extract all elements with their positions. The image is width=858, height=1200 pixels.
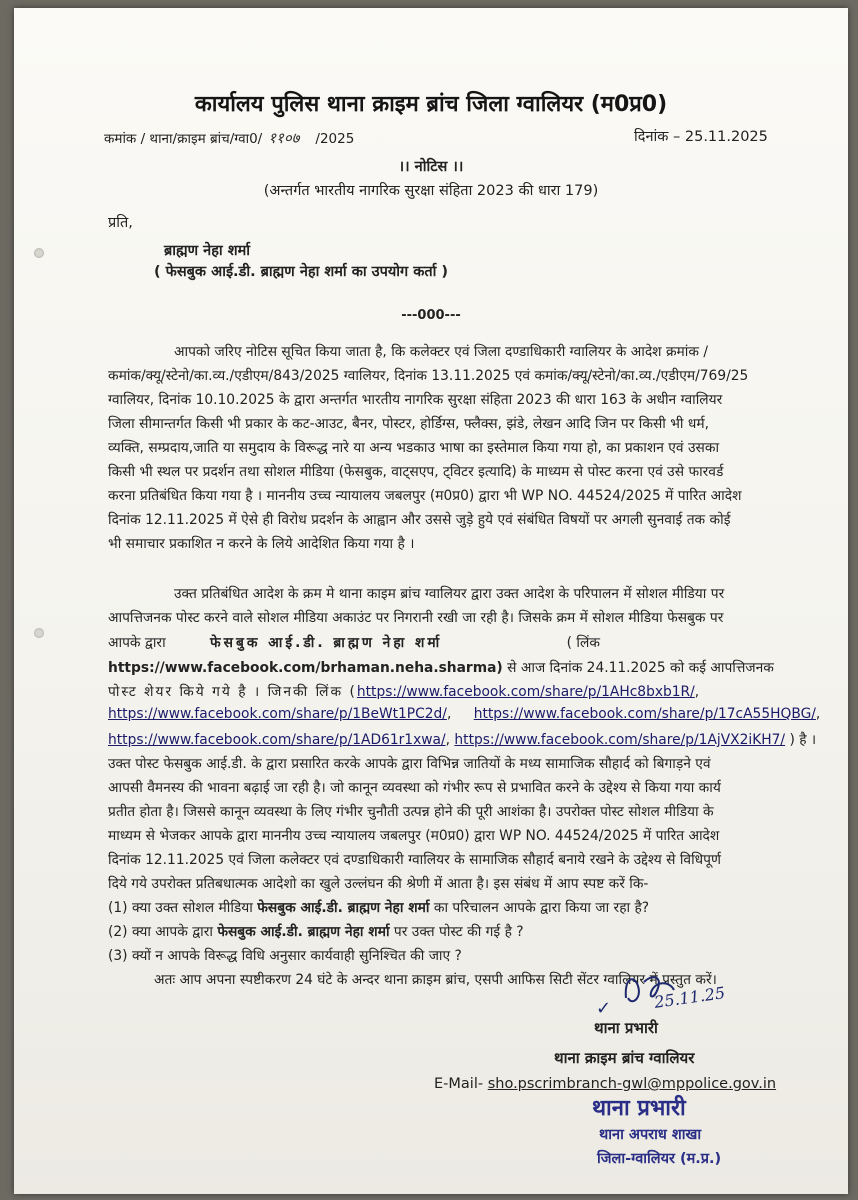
para2-text: ( लिंक xyxy=(566,635,600,651)
question-text: क्या आपके द्वारा xyxy=(131,924,213,940)
branch-name: थाना क्राइम ब्रांच ग्वालियर xyxy=(554,1049,695,1067)
question-1 xyxy=(108,898,649,917)
checkmark-icon: ✓ xyxy=(596,998,612,1019)
binder-hole xyxy=(34,628,44,638)
para2-text: पोस्ट शेयर किये गये है । जिनकी लिंक ( xyxy=(108,684,357,700)
para1-line: जिला सीमान्तर्गत किसी भी प्रकार के कट-आउट, बैनर, पोस्टर, होर्डिग्स, फ्लैक्स, झंडे, लेखन आदि जिन पर किसी भी धर्म, xyxy=(108,416,710,432)
para2-text: ) है । xyxy=(789,732,817,748)
sho-title: थाना प्रभारी xyxy=(594,1019,658,1037)
question-bold: फेसबुक आई.डी. ब्राह्मण नेहा शर्मा xyxy=(257,900,430,916)
profile-link[interactable]: https://www.facebook.com/brhaman.neha.sharma) xyxy=(108,660,503,676)
question-number: (2) xyxy=(108,924,128,940)
binder-hole xyxy=(34,248,44,258)
notice-date: दिनांक – 25.11.2025 xyxy=(634,129,768,145)
para1-line: कमांक/क्यू/स्टेनो/का.व्य./एडीएम/843/2025 ग्वालियर, दिनांक 13.11.2025 एवं कमांक/क्यू/स्टेनो/का.व्य./एडीएम/769/25 xyxy=(108,368,749,384)
legal-section: (अन्तर्गत भारतीय नागरिक सुरक्षा संहिता 2023 की धारा 179) xyxy=(263,183,599,199)
email-line xyxy=(434,1076,776,1092)
question-text: का परिचालन आपके द्वारा किया जा रहा है? xyxy=(433,900,650,916)
para2-line: दिये गये उपरोक्त प्रतिबधात्मक आदेशो का खुले उल्लंघन की श्रेणी में आता है। इस संबंध में आप स्पष्ट करें कि- xyxy=(108,876,649,892)
para2-line: प्रतीत होता है। जिससे कानून व्यवस्था के लिए गंभीर चुनौती उत्पन्न होने की पूरी आशंका है। उपरोक्त पोस्ट सोशल मीडिया के xyxy=(108,804,714,820)
para2-line: उक्त पोस्ट फेसबुक आई.डी. के द्वारा प्रसारित करके आपके द्वारा विभिन्न जातियों के मध्य सामाजिक सौहार्द को बिगाड़ने एवं xyxy=(108,756,711,772)
para1-line: करना प्रतिबंधित किया गया है । माननीय उच्च न्यायालय जबलपुर (म0प्र0) द्वारा भी WP NO. 44524/2025 में पारित आदेश xyxy=(108,488,742,504)
reference-number xyxy=(104,128,354,148)
recipient-description: ( फेसबुक आई.डी. ब्राह्मण नेहा शर्मा का उपयोग कर्ता ) xyxy=(154,264,449,280)
para2-text: , xyxy=(445,732,451,748)
para2-line xyxy=(108,682,699,701)
post-link-2[interactable]: https://www.facebook.com/share/p/1BeWt1PC2d/ xyxy=(108,706,447,722)
para2-text: , xyxy=(694,684,700,700)
para2-line: उक्त प्रतिबंधित आदेश के क्रम मे थाना काइम ब्रांच ग्वालियर द्वारा उक्त आदेश के परिपालन में सोशल मीडिया पर xyxy=(174,586,725,602)
question-text: क्यों न आपके विरूद्ध विधि अनुसार कार्यवाही सुनिश्चित की जाए ? xyxy=(131,948,462,964)
ref-year: /2025 xyxy=(315,131,355,147)
para2-line xyxy=(108,706,820,722)
para1-line: दिनांक 12.11.2025 में ऐसे ही विरोध प्रदर्शन के आह्वान और उससे जुड़े हुये एवं संबंधित विषयों पर अगली सुनवाई तक कोई xyxy=(108,512,731,528)
para1-line: भी समाचार प्रकाशित न करने के लिये आदेशित किया गया है । xyxy=(108,536,415,552)
question-text: क्या उक्त सोशल मीडिया xyxy=(131,900,253,916)
stamp-title: थाना प्रभारी xyxy=(592,1096,686,1121)
para1-line: ग्वालियर, दिनांक 10.10.2025 के द्वारा अन्तर्गत भारतीय नागरिक सुरक्षा संहिता 2023 की धारा 163 के अधीन ग्वालियर xyxy=(108,392,723,408)
para2-text: , xyxy=(446,706,452,722)
post-link-5[interactable]: https://www.facebook.com/share/p/1AjVX2iKH7/ xyxy=(454,732,786,748)
post-link-1[interactable]: https://www.facebook.com/share/p/1AHc8bxb1R/ xyxy=(356,684,695,700)
facebook-id-name: फेसबुक आई.डी. ब्राह्मण नेहा शर्मा xyxy=(210,635,443,651)
question-number: (3) xyxy=(108,948,128,964)
signature-date: 25.11.25 xyxy=(653,983,727,1012)
para2-line xyxy=(108,658,774,677)
stamp-line-2: थाना अपराध शाखा xyxy=(599,1127,702,1143)
email-label: E-Mail- xyxy=(434,1076,484,1092)
post-link-4[interactable]: https://www.facebook.com/share/p/1AD61r1xwa/ xyxy=(108,732,446,748)
closing-instruction: अतः आप अपना स्पष्टीकरण 24 घंटे के अन्दर थाना क्राइम ब्रांच, एसपी आफिस सिटी सेंटर ग्वालियर में प्रस्तुत करें। xyxy=(154,972,717,988)
question-3 xyxy=(108,946,462,965)
post-link-3[interactable]: https://www.facebook.com/share/p/17cA55HQBG/ xyxy=(473,706,816,722)
notice-page xyxy=(14,8,848,1194)
ref-prefix: कमांक / थाना/क्राइम ब्रांच/ग्वा0/ xyxy=(104,131,263,147)
separator: ---000--- xyxy=(401,308,461,323)
question-2 xyxy=(108,922,524,941)
para2-line xyxy=(108,730,816,749)
email-address[interactable]: sho.pscrimbranch-gwl@mppolice.gov.in xyxy=(487,1076,777,1092)
para1-line: व्यक्ति, सम्प्रदाय,जाति या समुदाय के विरूद्ध नारे या अन्य भडकाउ भाषा का इस्तेमाल किया गया हो, का प्रकाशन एवं उसका xyxy=(108,440,720,456)
question-number: (1) xyxy=(108,900,128,916)
office-title: कार्यालय पुलिस थाना क्राइम ब्रांच जिला ग्वालियर (म0प्र0) xyxy=(194,92,668,117)
para2-text: आपके द्वारा xyxy=(108,635,166,651)
para2-text: से आज दिनांक 24.11.2025 को कई आपत्तिजनक xyxy=(507,660,774,676)
to-label: प्रति, xyxy=(108,215,133,231)
question-text: पर उक्त पोस्ट की गई है ? xyxy=(393,924,524,940)
recipient-name: ब्राह्मण नेहा शर्मा xyxy=(164,243,251,259)
notice-heading: ।। नोटिस ।। xyxy=(398,159,464,175)
question-bold: फेसबुक आई.डी. ब्राह्मण नेहा शर्मा xyxy=(217,924,390,940)
para2-text: , xyxy=(815,706,821,722)
ref-handwritten-number: ११०७ xyxy=(268,129,300,147)
para2-line: आपसी वैमनस्य की भावना बढ़ाई जा रही है। जो कानून व्यवस्था को गंभीर रूप से प्रभावित करने के उद्देश्य से किया गया कार्य xyxy=(108,780,721,796)
para1-line: किसी भी स्थल पर प्रदर्शन तथा सोशल मीडिया (फेसबुक, वाट्सएप, ट्विटर इत्यादि) के माध्यम से पोस्ट करना एवं उसे फारवर्ड xyxy=(108,464,724,480)
para2-line: दिनांक 12.11.2025 एवं जिला कलेक्टर एवं दण्डाधिकारी ग्वालियर के सामाजिक सौहार्द बनाये रखने के उद्देश्य से विधिपूर्ण xyxy=(108,852,721,868)
para2-line xyxy=(108,633,600,652)
stamp-line-3: जिला-ग्वालियर (म.प्र.) xyxy=(597,1151,722,1167)
para2-line: माध्यम से भेजकर आपके द्वारा माननीय उच्च न्यायालय जबलपुर (म0प्र0) द्वारा WP NO. 44524/2025 में पारित आदेश xyxy=(108,828,720,844)
para2-line: आपत्तिजनक पोस्ट करने वाले सोशल मीडिया अकाउंट पर निगरानी रखी जा रही है। जिसके क्रम में सोशल मीडिया फेसबुक पर xyxy=(108,610,724,626)
para1-line: आपको जरिए नोटिस सूचित किया जाता है, कि कलेक्टर एवं जिला दण्डाधिकारी ग्वालियर के आदेश क्रमांक / xyxy=(174,344,708,360)
